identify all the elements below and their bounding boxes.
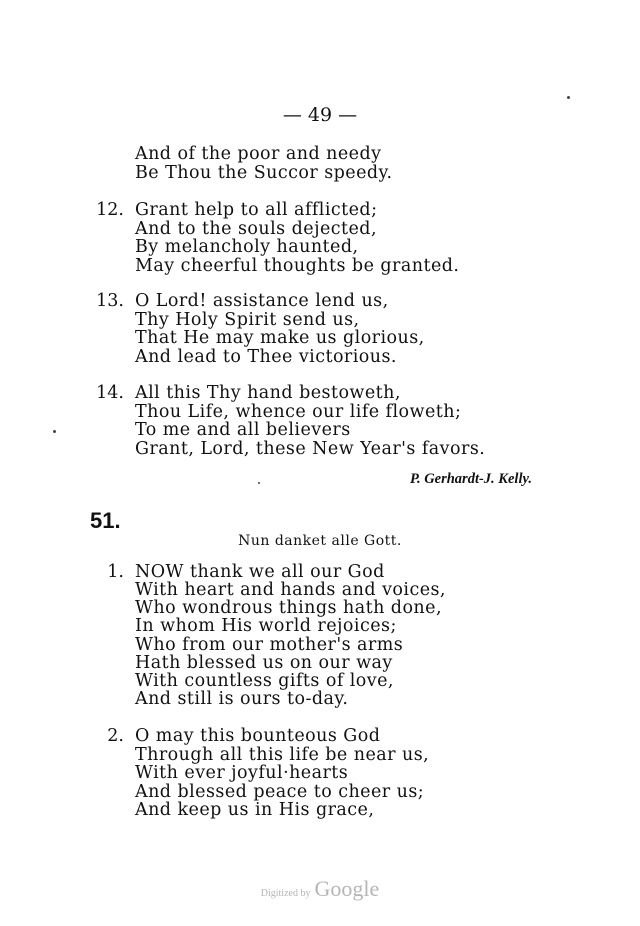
scan-speck xyxy=(258,482,260,484)
verse-12-line-4: May cheerful thoughts be granted. xyxy=(135,256,460,276)
footer-prefix: Digitized by xyxy=(260,888,311,899)
scan-speck xyxy=(53,430,56,433)
hymn-verse-1-line-8: And still is ours to-day. xyxy=(135,689,349,709)
verse-13-line-4: And lead to Thee victorious. xyxy=(135,347,397,367)
verse-14-line-2: Thou Life, whence our life floweth; xyxy=(135,402,462,422)
hymn-title: Nun danket alle Gott. xyxy=(238,533,402,549)
continuation-line-2: Be Thou the Succor speedy. xyxy=(135,163,393,183)
verse-number-13: 13. xyxy=(96,291,124,311)
hymn-verse-2-line-1: O may this bounteous God xyxy=(135,726,381,746)
hymn-verse-2-line-5: And keep us in His grace, xyxy=(135,800,375,820)
hymn-number: 51. xyxy=(90,508,121,533)
verse-13-line-3: That He may make us glorious, xyxy=(135,328,425,348)
google-logo: Google xyxy=(314,876,380,901)
hymn-verse-1-line-4: In whom His world rejoices; xyxy=(135,616,397,636)
page-number: — 49 — xyxy=(282,104,358,126)
hymn-verse-1-line-2: With heart and hands and voices, xyxy=(135,580,446,600)
verse-number-12: 12. xyxy=(96,200,124,220)
hymn-verse-2-line-3: With ever joyful·hearts xyxy=(135,763,349,783)
verse-14-line-1: All this Thy hand bestoweth, xyxy=(135,383,401,403)
digitized-footer xyxy=(0,876,640,902)
continuation-line-1: And of the poor and needy xyxy=(135,144,382,164)
verse-12-line-3: By melancholy haunted, xyxy=(135,237,359,257)
attribution: P. Gerhardt-J. Kelly. xyxy=(409,471,532,487)
verse-13-line-2: Thy Holy Spirit send us, xyxy=(135,310,360,330)
hymn-verse-1-line-6: Hath blessed us on our way xyxy=(135,653,393,673)
scan-speck xyxy=(567,96,570,99)
verse-number-14: 14. xyxy=(96,383,124,403)
hymn-verse-number-1: 1. xyxy=(107,562,124,582)
hymn-verse-1-line-3: Who wondrous things hath done, xyxy=(135,598,442,618)
verse-13-line-1: O Lord! assistance lend us, xyxy=(135,291,389,311)
hymn-verse-1-line-1: NOW thank we all our God xyxy=(135,562,385,582)
verse-12-line-1: Grant help to all afflicted; xyxy=(135,200,378,220)
hymn-verse-1-line-5: Who from our mother's arms xyxy=(135,635,404,655)
hymn-verse-1-line-7: With countless gifts of love, xyxy=(135,671,394,691)
verse-14-line-4: Grant, Lord, these New Year's favors. xyxy=(135,439,486,459)
verse-14-line-3: To me and all believers xyxy=(135,420,351,440)
hymn-verse-number-2: 2. xyxy=(107,726,124,746)
hymn-verse-2-line-2: Through all this life be near us, xyxy=(135,745,430,765)
hymn-verse-2-line-4: And blessed peace to cheer us; xyxy=(135,782,425,802)
verse-12-line-2: And to the souls dejected, xyxy=(135,219,377,239)
